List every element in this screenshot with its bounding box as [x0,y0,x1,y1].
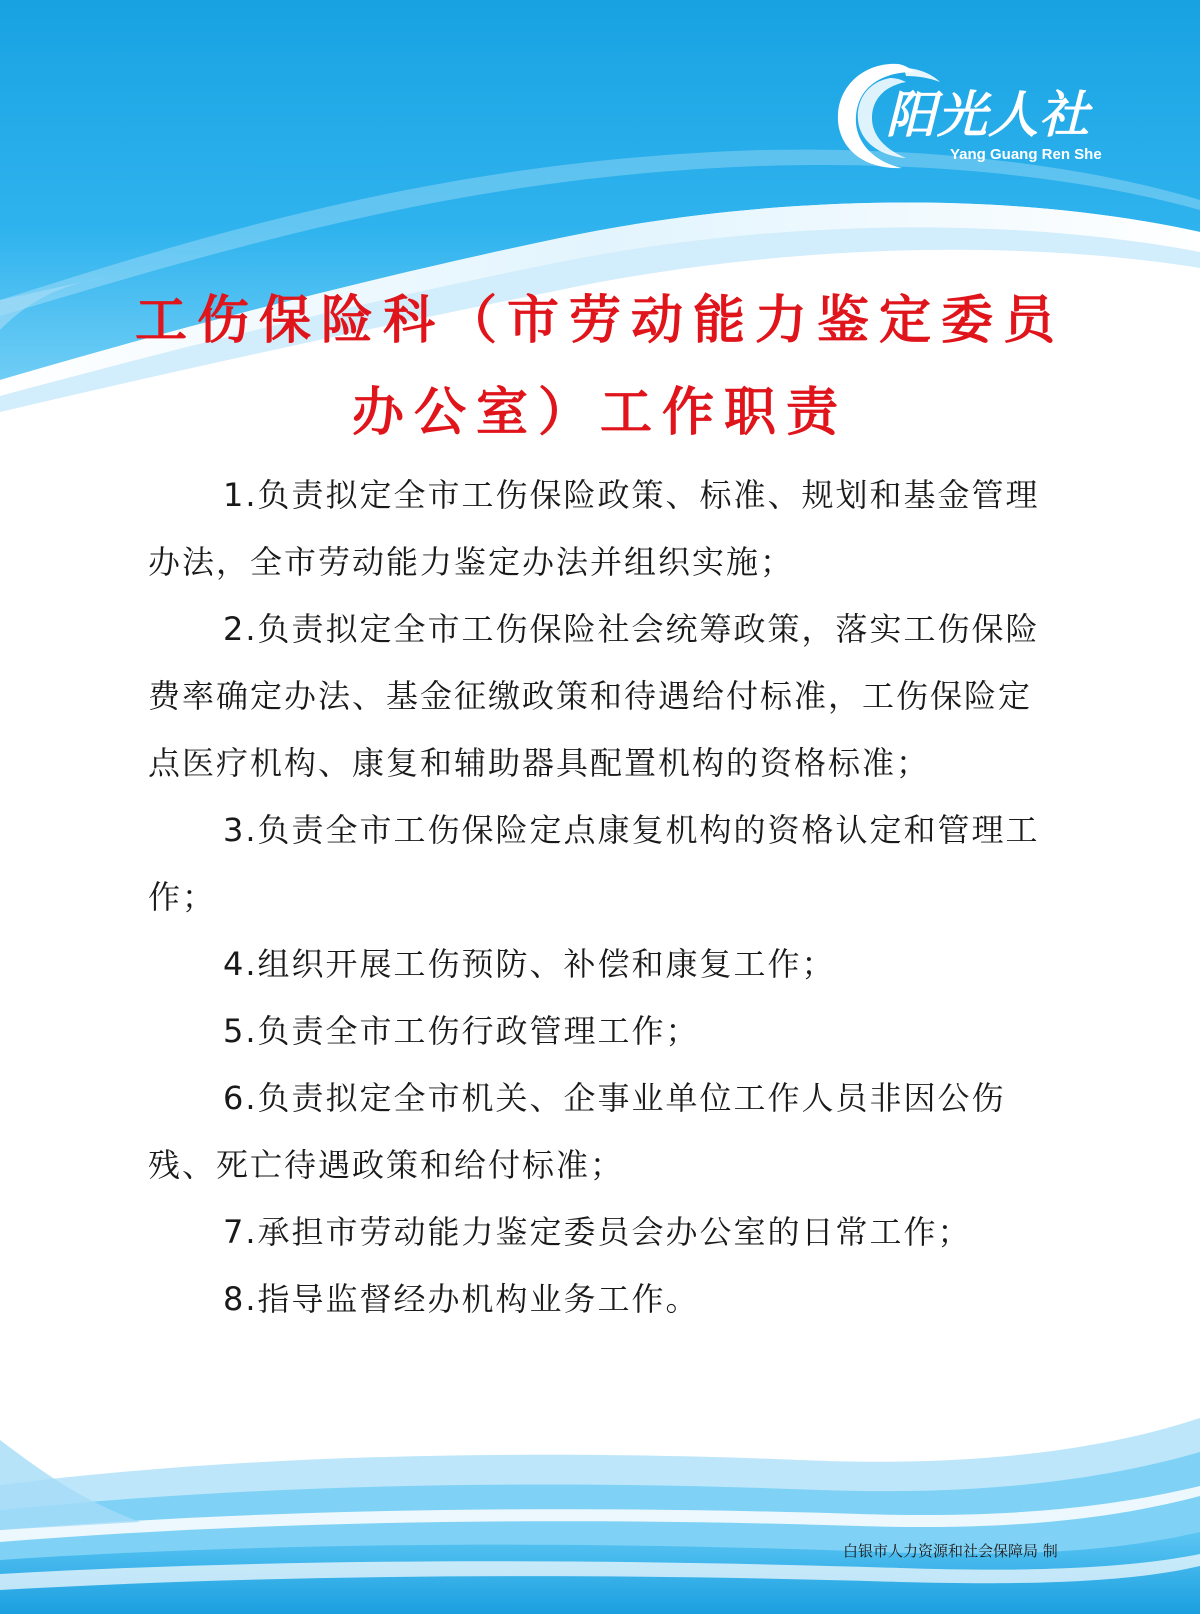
duty-item: 8.指导监督经办机构业务工作。 [223,1280,700,1318]
page-title [100,275,1100,459]
duty-item: 2.负责拟定全市工伤保险社会统筹政策，落实工伤保险费率确定办法、基金征缴政策和待遇给付标准，工伤保险定点医疗机构、康复和辅助器具配置机构的资格标准； [148,610,1040,782]
issuer-footer: 白银市人力资源和社会保障局 制 [843,1542,1058,1560]
duty-item: 7.承担市劳动能力鉴定委员会办公室的日常工作； [223,1213,972,1251]
logo-english-name: Yang Guang Ren She [950,146,1102,163]
title-line-2: 办公室）工作职责 [351,383,848,443]
duty-item: 3.负责全市工伤保险定点康复机构的资格认定和管理工作； [148,811,1040,916]
duty-item: 6.负责拟定全市机关、企事业单位工作人员非因公伤残、死亡待遇政策和给付标准； [148,1079,1006,1184]
logo-chinese-name: 阳光人社 [886,85,1090,144]
duty-item: 1.负责拟定全市工伤保险政策、标准、规划和基金管理办法，全市劳动能力鉴定办法并组织实施； [148,476,1040,581]
duty-item: 5.负责全市工伤行政管理工作； [223,1012,700,1050]
duty-item: 4.组织开展工伤预防、补偿和康复工作； [223,945,836,983]
logo [828,58,1128,176]
title-line-1: 工伤保险科（市劳动能力鉴定委员 [134,291,1065,351]
duty-list [148,462,1060,1333]
